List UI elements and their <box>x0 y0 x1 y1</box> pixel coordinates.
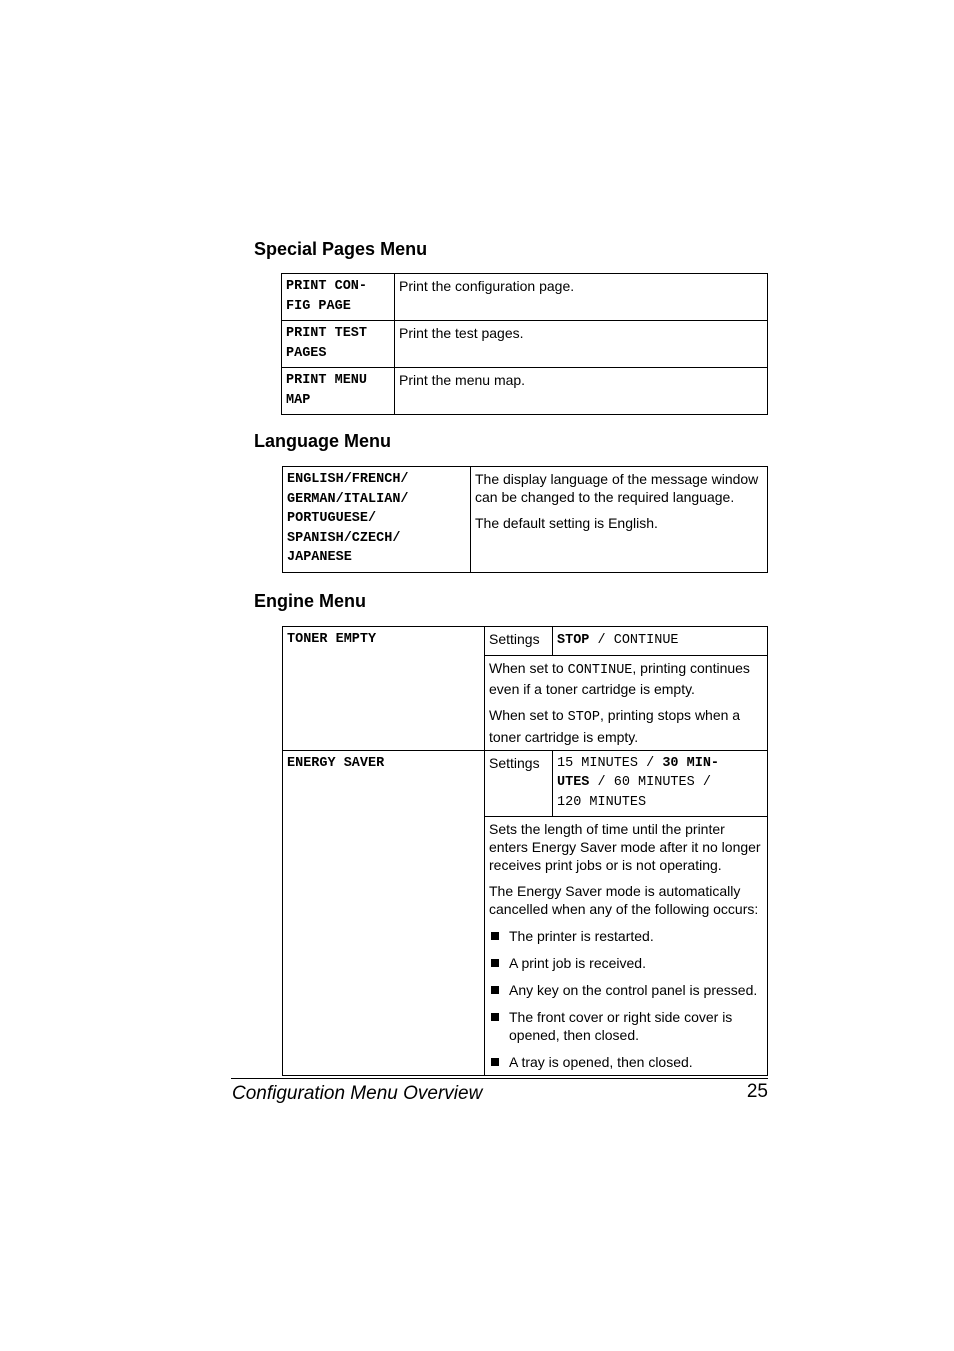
language-option-line: JAPANESE <box>287 550 352 565</box>
menu-item-line: MAP <box>286 392 311 408</box>
menu-item-cell <box>283 750 485 1076</box>
desc-text: , printing continues even if a toner cartridge is empty. <box>489 659 750 697</box>
option-15-minutes: 15 MINUTES <box>557 755 639 771</box>
bullet-square-icon <box>491 986 499 994</box>
desc-code: CONTINUE <box>567 662 633 678</box>
table-row <box>282 274 768 321</box>
menu-desc-cell: Print the menu map. <box>395 368 768 415</box>
table-row <box>283 467 768 573</box>
list-item <box>489 954 763 972</box>
list-item-text: A print job is received. <box>509 955 646 971</box>
options-line <box>557 773 763 793</box>
menu-desc-cell <box>485 817 768 1076</box>
special-pages-table <box>281 273 768 415</box>
option-60-minutes: 60 MINUTES <box>613 775 695 790</box>
menu-item-cell <box>282 274 395 321</box>
language-option-line: SPANISH/CZECH/ <box>287 530 401 546</box>
menu-item-cell <box>283 627 485 751</box>
menu-item-name: ENERGY SAVER <box>287 755 385 771</box>
settings-label: Settings <box>485 627 553 656</box>
page-number: 25 <box>746 1081 768 1102</box>
desc-code: STOP <box>567 710 600 725</box>
option-30-minutes: 30 MIN- <box>662 755 720 771</box>
option-continue: CONTINUE <box>613 633 679 648</box>
desc-text: When set to <box>489 659 568 676</box>
table-row <box>282 321 768 368</box>
language-option-line: GERMAN/ITALIAN/ <box>287 491 409 507</box>
desc-text: When set to <box>489 707 568 723</box>
bullet-square-icon <box>491 1058 499 1066</box>
list-item <box>489 1053 763 1071</box>
menu-item-line: PRINT CON- <box>286 279 368 294</box>
option-separator: / <box>589 633 614 648</box>
language-desc: The display language of the message window can be changed to the required language. <box>475 471 759 505</box>
list-item <box>489 981 763 999</box>
toner-desc-continue <box>489 659 763 699</box>
list-item-text: The front cover or right side cover is opened, then closed. <box>509 1009 733 1043</box>
menu-item-line: FIG PAGE <box>286 298 351 314</box>
footer-title: Configuration Menu Overview <box>232 1083 483 1104</box>
menu-item-line: PRINT TEST <box>286 326 368 341</box>
option-separator: / <box>638 755 663 771</box>
heading-engine-menu: Engine Menu <box>254 591 366 611</box>
settings-options <box>553 627 768 656</box>
settings-label: Settings <box>485 750 553 817</box>
bullet-square-icon <box>491 932 499 940</box>
list-item <box>489 927 763 945</box>
list-item <box>489 1008 763 1044</box>
option-stop: STOP <box>557 633 590 648</box>
table-row <box>283 750 768 817</box>
settings-options <box>553 750 768 817</box>
menu-item-line: PAGES <box>286 345 327 361</box>
option-separator: / <box>589 775 614 790</box>
menu-item-cell <box>282 321 395 368</box>
menu-item-line: PRINT MENU <box>286 373 368 388</box>
language-table <box>282 466 768 573</box>
menu-item-cell <box>282 368 395 415</box>
menu-desc-cell <box>471 467 768 573</box>
language-default-note: The default setting is English. <box>475 515 658 531</box>
energy-cancel-note: The Energy Saver mode is automatically cancelled when any of the following occurs: <box>489 883 759 917</box>
desc-text: , printing stops when a toner cartridge is empty. <box>489 707 741 745</box>
toner-desc-stop <box>489 706 763 746</box>
table-row <box>283 627 768 656</box>
bullet-square-icon <box>491 959 499 967</box>
language-option-line: ENGLISH/FRENCH/ <box>287 472 409 487</box>
footer-divider <box>231 1078 768 1079</box>
engine-table <box>282 626 768 1076</box>
menu-item-cell <box>283 467 471 573</box>
table-row <box>282 368 768 415</box>
heading-special-pages-menu: Special Pages Menu <box>254 239 428 259</box>
bullet-square-icon <box>491 1013 499 1021</box>
menu-desc-cell: Print the test pages. <box>395 321 768 368</box>
menu-item-name: TONER EMPTY <box>287 632 377 647</box>
energy-desc: Sets the length of time until the printer enters Energy Saver mode after it no longer receives print jobs or is not operating. <box>489 821 761 873</box>
option-30-minutes: UTES <box>557 775 590 790</box>
menu-desc-cell <box>485 655 768 750</box>
options-line <box>557 793 763 813</box>
menu-desc-cell: Print the configuration page. <box>395 274 768 321</box>
option-120-minutes: 120 MINUTES <box>557 794 647 810</box>
list-item-text: Any key on the control panel is pressed. <box>509 982 758 998</box>
option-separator: / <box>694 775 711 790</box>
heading-language-menu: Language Menu <box>254 431 392 451</box>
language-option-line: PORTUGUESE/ <box>287 511 377 526</box>
options-line <box>557 754 763 774</box>
list-item-text: A tray is opened, then closed. <box>509 1054 693 1070</box>
list-item-text: The printer is restarted. <box>509 928 654 944</box>
